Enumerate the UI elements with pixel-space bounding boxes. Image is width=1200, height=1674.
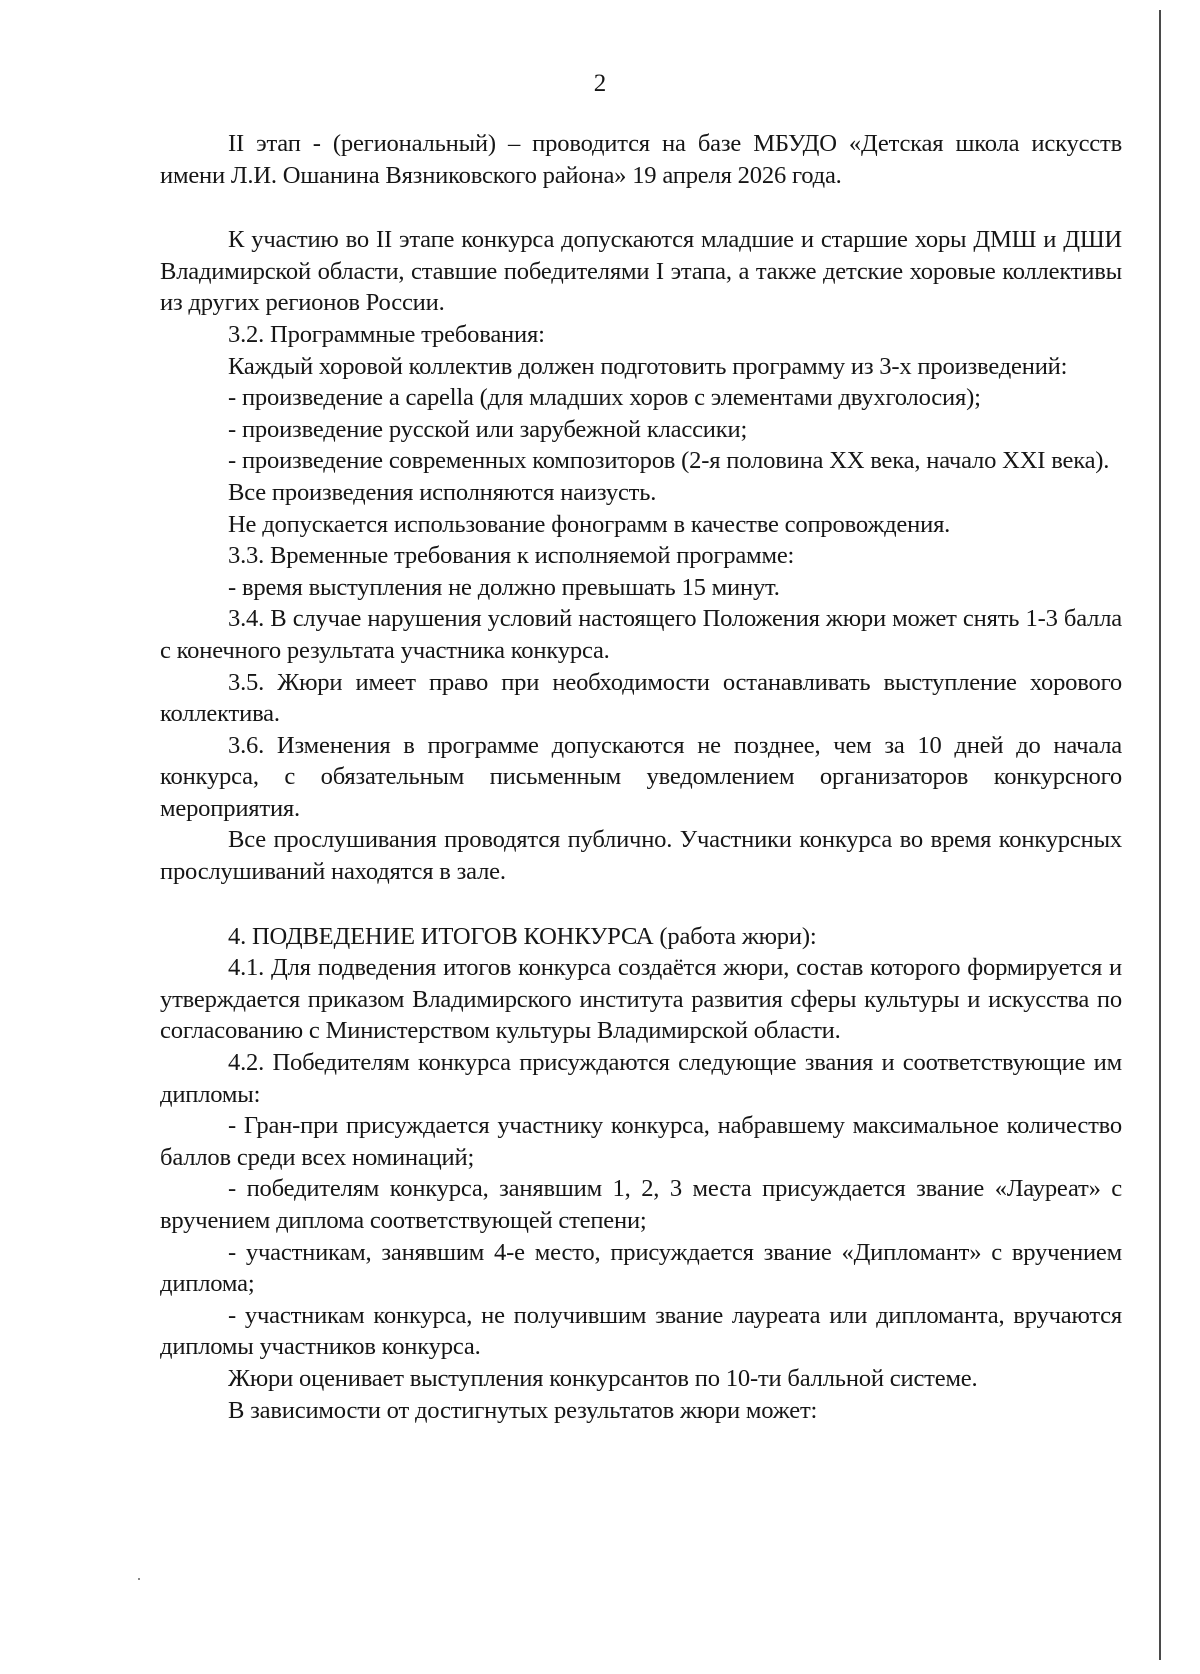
list-item-time-limit: - время выступления не должно превышать 15 минут. — [228, 573, 780, 601]
paragraph-4-1: 4.1. Для подведения итогов конкурса создаётся жюри, состав которого формируется и утверждается приказом Владимирского института развития сферы культуры и искусства по согласованию с Министерством культуры Владимирской области. — [160, 954, 1122, 1045]
list-item-classics: - произведение русской или зарубежной классики; — [228, 415, 748, 443]
list-item-laureate: - победителям конкурса, занявшим 1, 2, 3 места присуждается звание «Лауреат» с вручением диплома соответствующей степени; — [160, 1175, 1122, 1234]
paragraph-scoring: Жюри оценивает выступления конкурсантов по 10-ти балльной системе. — [228, 1364, 978, 1392]
list-item-diplomant: - участникам, занявшим 4-е место, присуждается звание «Дипломант» с вручением диплома; — [160, 1238, 1122, 1298]
paragraph-4-2: 4.2. Победителям конкурса присуждаются следующие звания и соответствующие им дипломы: — [160, 1049, 1122, 1108]
section-heading-4: 4. ПОДВЕДЕНИЕ ИТОГОВ КОНКУРСА (работа жюри): — [228, 922, 817, 950]
list-item-participants: - участникам конкурса, не получившим звание лауреата или дипломанта, вручаются дипломы участников конкурса. — [160, 1301, 1122, 1361]
list-item-modern: - произведение современных композиторов (2-я половина XX века, начало XXI века). — [228, 447, 1110, 475]
list-item-grand-prix: - Гран-при присуждается участнику конкурса, набравшему максимальное количество баллов среди всех номинаций; — [160, 1112, 1122, 1171]
paragraph-participation: К участию во II этапе конкурса допускаются младшие и старшие хоры ДМШ и ДШИ Владимирской области, ставшие победителями I этапа, а также детские хоровые коллективы из других регионов России. — [160, 226, 1122, 317]
document-body — [160, 128, 1122, 1426]
paragraph-3-5: 3.5. Жюри имеет право при необходимости останавливать выступление хорового коллектива. — [160, 668, 1122, 728]
scan-edge-line — [1159, 10, 1161, 1660]
paragraph-stage-two: II этап - (региональный) – проводится на базе МБУДО «Детская школа искусств имени Л.И. Ошанина Вязниковского района» 19 апреля 2026 года. — [160, 130, 1122, 189]
paragraph-by-heart: Все произведения исполняются наизусть. — [228, 478, 657, 506]
section-heading-3-2: 3.2. Программные требования: — [228, 320, 545, 348]
section-heading-3-3: 3.3. Временные требования к исполняемой программе: — [228, 542, 795, 570]
paragraph-3-4: 3.4. В случае нарушения условий настоящего Положения жюри может снять 1-3 балла с конечного результата участника конкурса. — [160, 605, 1122, 664]
paragraph-public-auditions: Все прослушивания проводятся публично. Участники конкурса во время конкурсных прослушиваний находятся в зале. — [160, 826, 1122, 886]
paragraph-no-phonograms: Не допускается использование фонограмм в качестве сопровождения. — [228, 510, 951, 538]
paragraph-jury-may: В зависимости от достигнутых результатов жюри может: — [228, 1396, 818, 1424]
scan-artifact-dot — [138, 1578, 140, 1580]
paragraph-program: Каждый хоровой коллектив должен подготовить программу из 3-х произведений: — [228, 352, 1068, 380]
page-number: 2 — [593, 70, 607, 97]
paragraph-3-6: 3.6. Изменения в программе допускаются не позднее, чем за 10 дней до начала конкурса, с обязательным письменным уведомлением организаторов конкурсного мероприятия. — [160, 731, 1122, 822]
list-item-a-capella: - произведение a capella (для младших хоров с элементами двухголосия); — [228, 384, 981, 412]
